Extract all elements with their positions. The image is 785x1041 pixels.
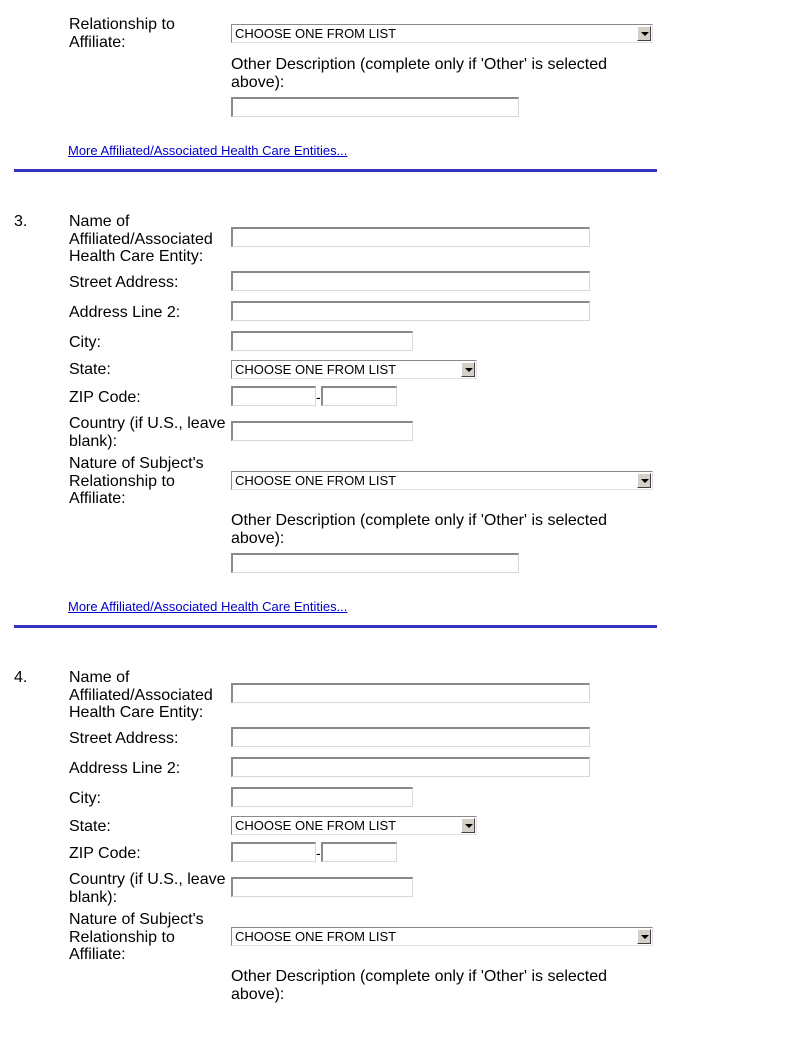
section-divider — [14, 169, 657, 172]
select-value: CHOOSE ONE FROM LIST — [235, 362, 397, 377]
chevron-down-icon[interactable] — [637, 473, 651, 488]
address-line-2-label: Address Line 2: — [69, 304, 181, 321]
city-input[interactable] — [231, 787, 413, 807]
more-entities-link[interactable]: More Affiliated/Associated Health Care Entities... — [68, 599, 348, 614]
zip-plus4-input[interactable] — [321, 842, 397, 862]
zip-dash: - — [316, 389, 321, 405]
chevron-down-icon[interactable] — [461, 818, 475, 833]
other-description-label: Other Description (complete only if 'Other' is selected above): — [231, 968, 608, 1003]
zip-code-input[interactable] — [231, 386, 316, 406]
relationship-to-affiliate-label: Relationship to Affiliate: — [69, 16, 175, 51]
state-select[interactable] — [231, 360, 477, 379]
state-select[interactable] — [231, 816, 477, 835]
select-value: CHOOSE ONE FROM LIST — [235, 473, 397, 488]
state-label: State: — [69, 818, 111, 835]
entity-name-input[interactable] — [231, 683, 590, 703]
entity-name-label: Name of Affiliated/Associated Health Care Entity: — [69, 213, 213, 265]
country-label: Country (if U.S., leave blank): — [69, 871, 226, 906]
other-description-label: Other Description (complete only if 'Other' is selected above): — [231, 512, 608, 547]
chevron-down-icon[interactable] — [637, 26, 651, 41]
select-value: CHOOSE ONE FROM LIST — [235, 818, 397, 833]
chevron-down-icon[interactable] — [461, 362, 475, 377]
chevron-down-icon[interactable] — [637, 929, 651, 944]
country-label: Country (if U.S., leave blank): — [69, 415, 226, 450]
select-value: CHOOSE ONE FROM LIST — [235, 929, 397, 944]
street-address-input[interactable] — [231, 727, 590, 747]
entity-number: 3. — [14, 213, 28, 230]
nature-of-relationship-label: Nature of Subject's Relationship to Affiliate: — [69, 455, 204, 507]
zip-code-label: ZIP Code: — [69, 845, 141, 862]
section-divider — [14, 625, 657, 628]
country-input[interactable] — [231, 877, 413, 897]
country-input[interactable] — [231, 421, 413, 441]
state-label: State: — [69, 361, 111, 378]
entity-name-label: Name of Affiliated/Associated Health Care Entity: — [69, 669, 213, 721]
entity-number: 4. — [14, 669, 28, 686]
more-entities-link[interactable]: More Affiliated/Associated Health Care Entities... — [68, 143, 348, 158]
zip-plus4-input[interactable] — [321, 386, 397, 406]
city-label: City: — [69, 790, 101, 807]
nature-of-relationship-select-2[interactable] — [231, 24, 653, 43]
nature-of-relationship-select[interactable] — [231, 471, 653, 490]
address-line-2-input[interactable] — [231, 757, 590, 777]
street-address-input[interactable] — [231, 271, 590, 291]
city-input[interactable] — [231, 331, 413, 351]
zip-dash: - — [316, 845, 321, 861]
street-address-label: Street Address: — [69, 730, 179, 747]
other-description-input-2[interactable] — [231, 97, 519, 117]
other-description-label: Other Description (complete only if 'Other' is selected above): — [231, 56, 608, 91]
other-description-input[interactable] — [231, 553, 519, 573]
zip-code-input[interactable] — [231, 842, 316, 862]
address-line-2-label: Address Line 2: — [69, 760, 181, 777]
city-label: City: — [69, 334, 101, 351]
nature-of-relationship-select[interactable] — [231, 927, 653, 946]
zip-code-label: ZIP Code: — [69, 389, 141, 406]
address-line-2-input[interactable] — [231, 301, 590, 321]
entity-name-input[interactable] — [231, 227, 590, 247]
street-address-label: Street Address: — [69, 274, 179, 291]
select-value: CHOOSE ONE FROM LIST — [235, 26, 397, 41]
nature-of-relationship-label: Nature of Subject's Relationship to Affiliate: — [69, 911, 204, 963]
